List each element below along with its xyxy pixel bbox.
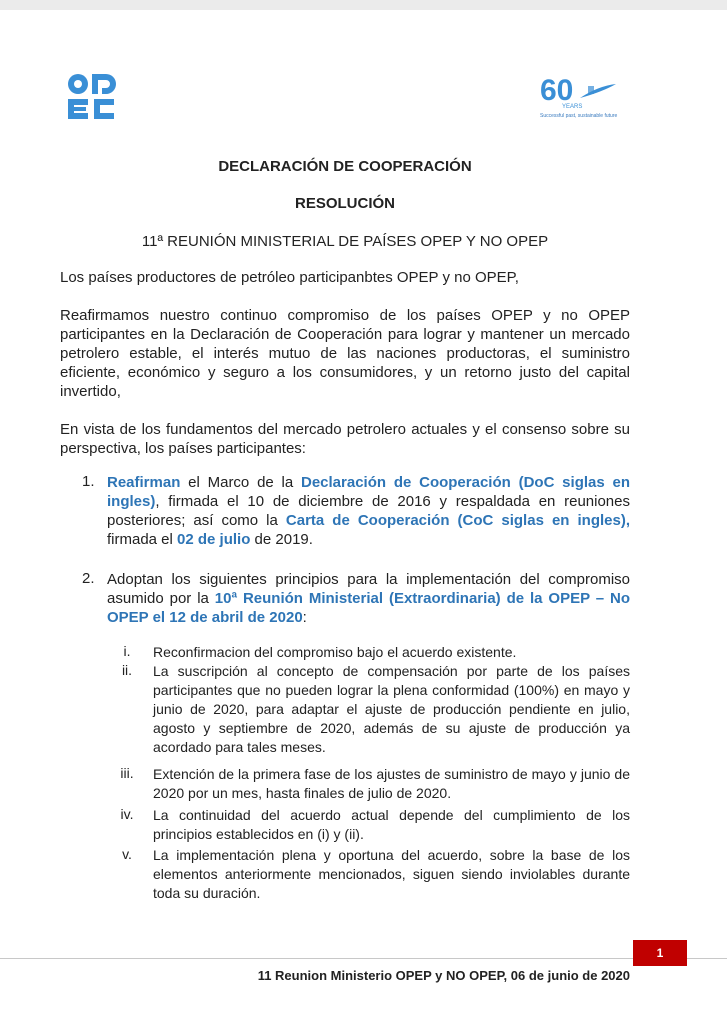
item-2-text-3: :	[302, 609, 307, 626]
footer-text: 11 Reunion Ministerio OPEP y NO OPEP, 06 de junio de 2020	[257, 968, 630, 983]
document-title: DECLARACIÓN DE COOPERACIÓN	[218, 158, 472, 175]
item-1-text-5: Carta de Cooperación (CoC siglas en ingles),	[285, 512, 630, 529]
item-1-text-4: , firmada el 10 de diciembre de 2016 y respaldada en reuniones posteriores; así como la	[107, 493, 630, 529]
item-2-text-1: Adoptan los siguientes principios para la implementación del compromiso asumido por la	[107, 571, 630, 607]
subitem-number-v: v.	[122, 846, 132, 862]
subitem-i: Reconfirmacion del compromiso bajo el acuerdo existente.	[153, 644, 517, 660]
item-2	[107, 570, 630, 627]
document-subtitle: RESOLUCIÓN	[294, 195, 395, 212]
page-number-badge: 1	[633, 940, 687, 966]
footer-divider	[0, 958, 727, 959]
item-1-text-3: Declaración de Cooperación (DoC siglas en ingles)	[107, 474, 630, 510]
subitem-ii: La suscripción al concepto de compensación por parte de los países participantes que no pueden lograr la plena conformidad (100%) en mayo y junio de 2020, para adaptar el ajuste de producción pendiente en julio, agosto y septiembre de 2020, además de su ajuste de producción ya acordado para tales meses.	[153, 663, 630, 755]
subitem-number-iii: iii.	[120, 765, 134, 781]
item-number-2: 2.	[82, 570, 95, 587]
item-1-text-1: Reafirman	[107, 474, 181, 491]
item-1-text-6: firmada el	[107, 531, 178, 548]
item-1	[107, 473, 630, 549]
item-1-text-7: 02 de julio	[177, 531, 251, 548]
intro-paragraph: Los países productores de petróleo participanbtes OPEP y no OPEP,	[60, 269, 519, 286]
item-1-text-2: el Marco de la	[180, 474, 301, 491]
logo-number: 60	[540, 74, 574, 107]
item-number-1: 1.	[82, 473, 95, 490]
subitem-number-i: i.	[123, 643, 131, 659]
subitem-v: La implementación plena y oportuna del acuerdo, sobre la base de los elementos anteriormente mencionados, siguen siendo inviolables durante toda su duración.	[153, 847, 630, 901]
subitem-number-ii: ii.	[121, 662, 133, 678]
sixty-years-logo	[540, 68, 618, 120]
subitem-iii: Extención de la primera fase de los ajustes de suministro de mayo y junio de 2020 por un mes, hasta finales de julio de 2020.	[153, 766, 630, 801]
paragraph-outlook: En vista de los fundamentos del mercado petrolero actuales y el consenso sobre su perspectiva, los países participantes:	[60, 421, 630, 457]
top-bar	[0, 0, 727, 10]
opec-logo-icon	[66, 73, 118, 119]
item-1-text-8: de 2019.	[250, 531, 313, 548]
logo-years: YEARS	[562, 104, 583, 110]
logo-tagline: Successful past, sustainable future	[540, 113, 618, 119]
subitem-number-iv: iv.	[120, 806, 134, 822]
paragraph-reaffirm: Reafirmamos nuestro continuo compromiso de los países OPEP y no OPEP participantes en la Declaración de Cooperación para lograr y mantener un mercado petrolero estable, el interés mutuo de las naciones productoras, el suministro eficiente, económico y seguro a los consumidores, y un retorno justo del capital invertido,	[60, 307, 630, 400]
item-2-text-2: 10ª Reunión Ministerial (Extraordinaria) de la OPEP – No OPEP el 12 de abril de 2020	[107, 590, 630, 626]
meeting-heading: 11ª REUNIÓN MINISTERIAL DE PAÍSES OPEP Y NO OPEP	[141, 233, 549, 250]
subitem-iv: La continuidad del acuerdo actual depende del cumplimiento de los principios establecidos en (i) y (ii).	[153, 807, 630, 842]
